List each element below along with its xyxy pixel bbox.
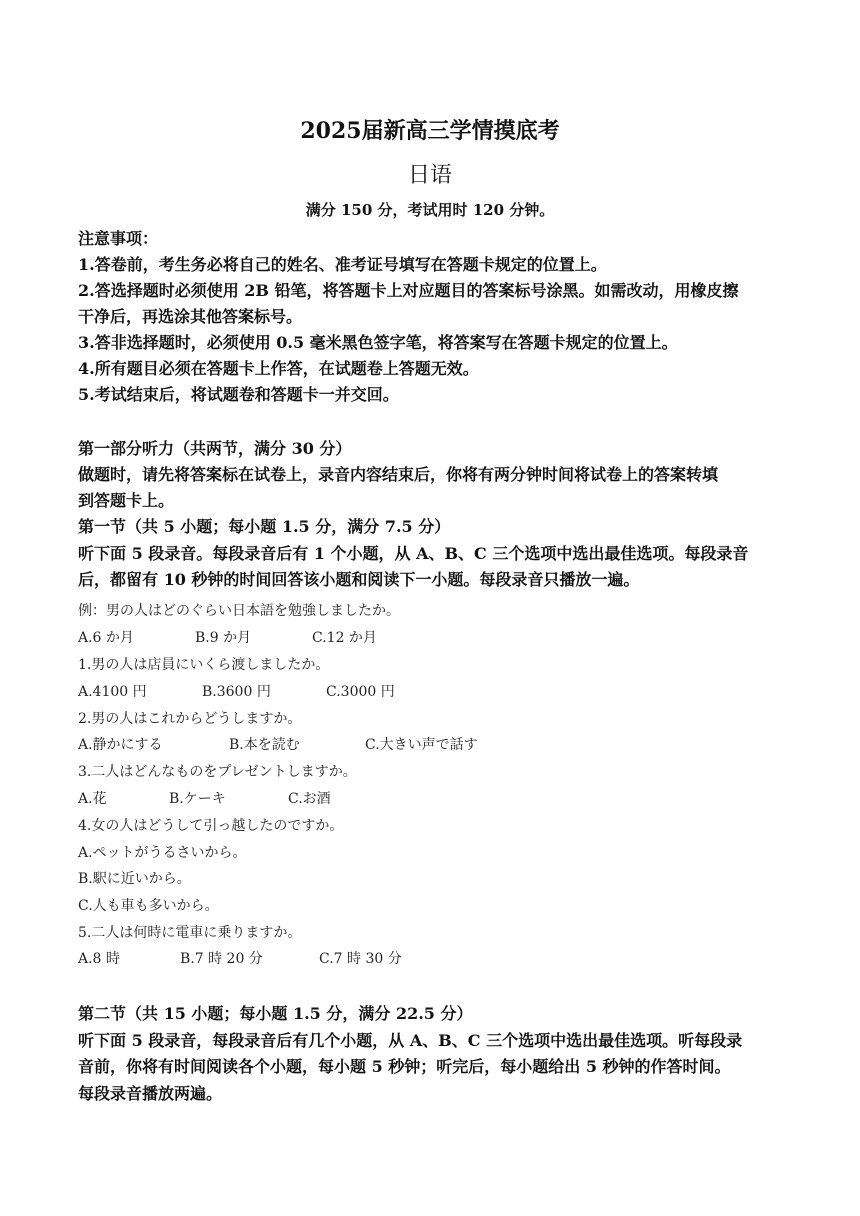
notes-item: 2.答选择题时必须使用 2B 铅笔，将答题卡上对应题目的答案标号涂黑。如需改动，用橡皮擦 — [78, 281, 739, 300]
section1-desc: 听下面 5 段录音。每段录音后有 1 个小题，从 A、B、C 三个选项中选出最佳选项。每段录音 — [78, 544, 749, 563]
option-c: C.人も車も多いから。 — [78, 898, 219, 914]
example-options — [78, 627, 377, 647]
notes-item: 3.答非选择题时，必须使用 0.5 毫米黑色签字笔，将答案写在答题卡规定的位置上。 — [78, 333, 678, 352]
section2-desc: 每段录音播放两遍。 — [78, 1084, 223, 1103]
section1-heading: 第一节（共 5 小题；每小题 1.5 分，满分 7.5 分） — [78, 517, 451, 536]
question-2-options — [78, 734, 478, 754]
notes-item: 干净后，再选涂其他答案标号。 — [78, 307, 303, 326]
option-c: C.大きい声で話す — [365, 737, 478, 753]
section2-heading: 第二节（共 15 小题；每小题 1.5 分，满分 22.5 分） — [78, 1004, 473, 1023]
notes-item: 4.所有题目必须在答题卡上作答，在试题卷上答题无效。 — [78, 359, 479, 378]
option-a: A.ペットがうるさいから。 — [78, 845, 247, 861]
exam-title: 2025届新高三学情摸底考 — [300, 118, 560, 144]
option-c: C.7 時 30 分 — [319, 951, 402, 967]
notes-item: 5.考试结束后，将试题卷和答题卡一并交回。 — [78, 385, 399, 404]
option-b: B.ケーキ — [169, 791, 226, 807]
option-a: A.8 時 — [78, 951, 120, 967]
notes-heading: 注意事项： — [78, 229, 159, 248]
section2-desc: 听下面 5 段录音，每段录音后有几个小题，从 A、B、C 三个选项中选出最佳选项。听每段录 — [78, 1031, 743, 1050]
option-a: A.6 か月 — [78, 630, 134, 646]
option-b: B.3600 円 — [202, 684, 271, 700]
option-a: A.静かにする — [78, 737, 163, 753]
question-3-options — [78, 788, 331, 808]
question-5-options — [78, 948, 402, 968]
question-1-options — [78, 681, 395, 701]
question-4: 4.女の人はどうして引っ越したのですか。 — [78, 818, 344, 834]
section2-desc: 音前，你将有时间阅读各个小题，每小题 5 秒钟；听完后，每小题给出 5 秒钟的作答时间。 — [78, 1057, 731, 1076]
option-c: C.お酒 — [288, 791, 331, 807]
option-a: A.4100 円 — [78, 684, 147, 700]
option-c: C.3000 円 — [326, 684, 395, 700]
question-3: 3.二人はどんなものをプレゼントしますか。 — [78, 764, 357, 780]
notes-item: 1.答卷前，考生务必将自己的姓名、准考证号填写在答题卡规定的位置上。 — [78, 255, 607, 274]
part1-desc: 做题时，请先将答案标在试卷上，录音内容结束后，你将有两分钟时间将试卷上的答案转填 — [78, 465, 719, 484]
question-5: 5.二人は何時に電車に乗りますか。 — [78, 925, 302, 941]
example-question: 例：男の人はどのぐらい日本語を勉強しましたか。 — [78, 603, 400, 619]
part1-desc: 到答题卡上。 — [78, 491, 175, 510]
option-b: B.駅に近いから。 — [78, 871, 191, 887]
subject-title: 日语 — [407, 163, 452, 188]
part1-heading: 第一部分听力（共两节，满分 30 分） — [78, 439, 352, 458]
option-b: B.本を読む — [229, 737, 300, 753]
question-2: 2.男の人はこれからどうしますか。 — [78, 711, 302, 727]
option-b: B.7 時 20 分 — [180, 951, 263, 967]
option-a: A.花 — [78, 791, 107, 807]
score-info: 满分 150 分，考试用时 120 分钟。 — [305, 201, 555, 219]
option-b: B.9 か月 — [195, 630, 252, 646]
section1-desc: 后，都留有 10 秒钟的时间回答该小题和阅读下一小题。每段录音只播放一遍。 — [78, 570, 640, 589]
option-c: C.12 か月 — [312, 630, 377, 646]
question-1: 1.男の人は店員にいくら渡しましたか。 — [78, 657, 330, 673]
